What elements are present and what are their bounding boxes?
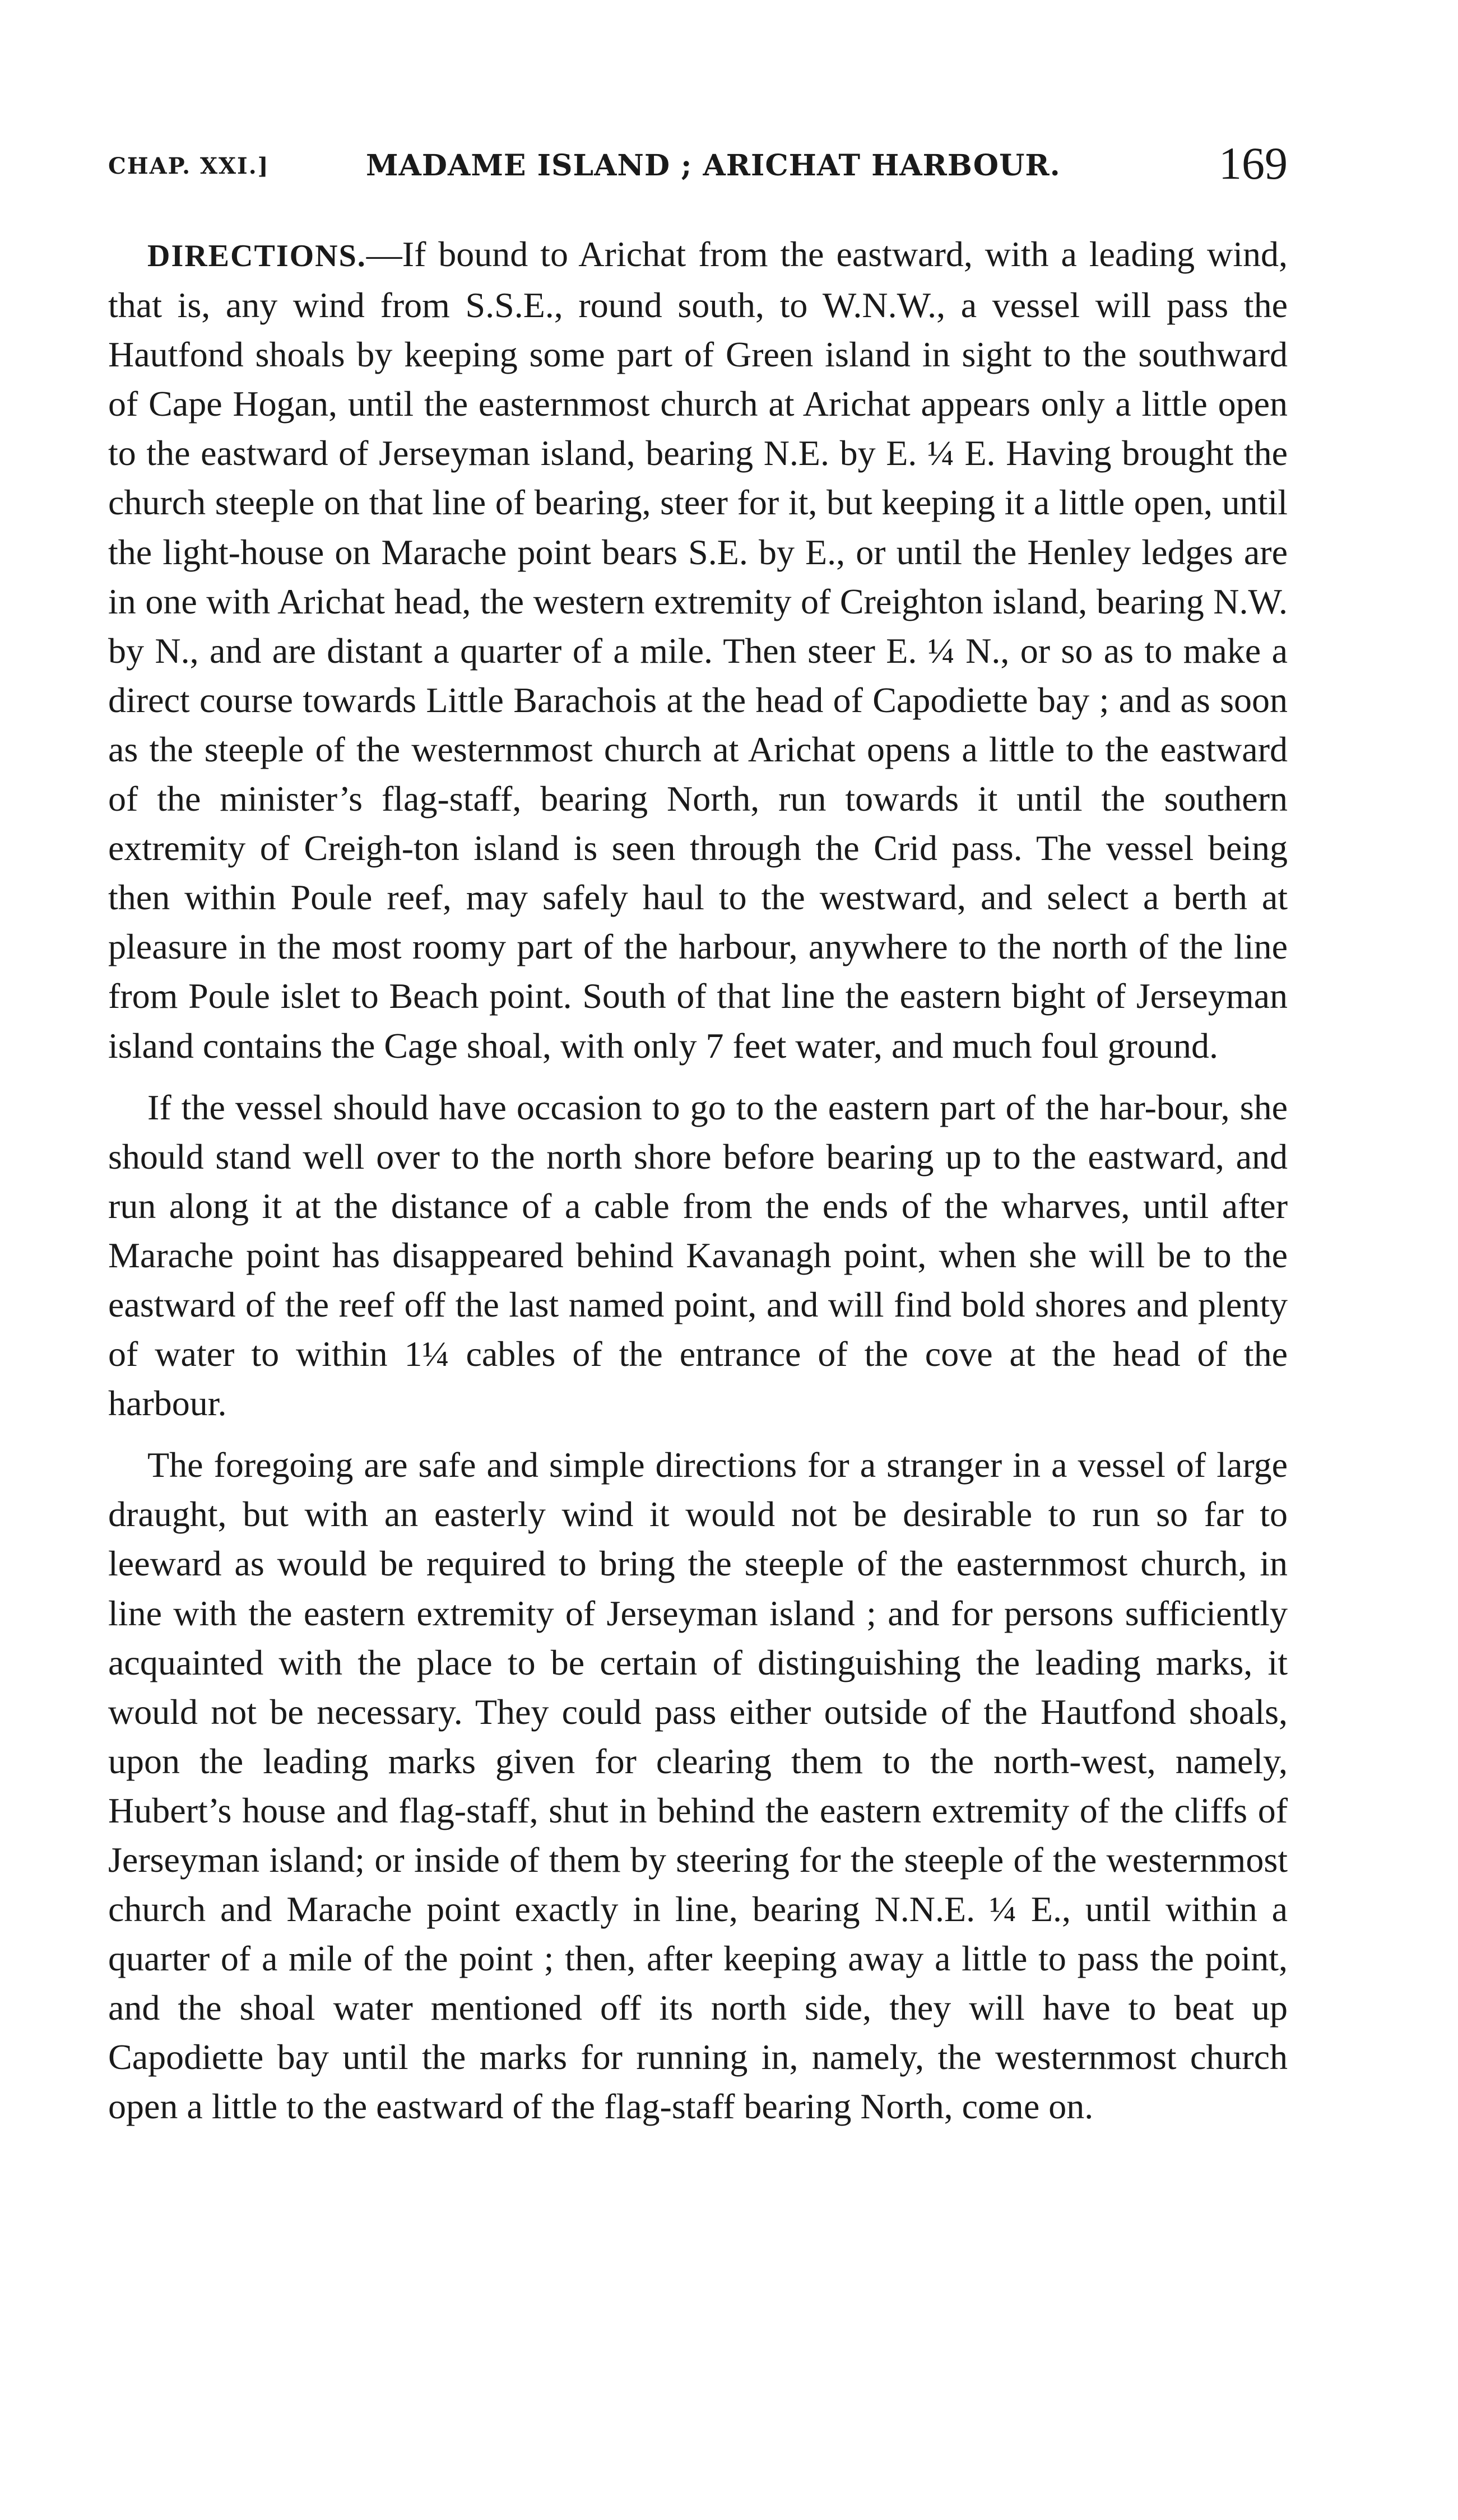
page-number: 169 xyxy=(1219,138,1288,189)
running-head xyxy=(108,137,1288,199)
paragraph-eastern-part xyxy=(108,1083,1288,1429)
paragraph-directions xyxy=(108,230,1288,1071)
chapter-label: CHAP. XXI.] xyxy=(108,153,270,179)
body-text xyxy=(108,230,1288,2132)
page-title: MADAME ISLAND ; ARICHAT HARBOUR. xyxy=(366,148,1061,183)
paragraph-text: If the vessel should have occasion to go to the eastern part of the har-bour, she should stand well over to the north shore before bearing up to the eastward, and run along it at the distance of a cable from the ends of the wharves, until after Marache point has disappeared behind Kavanagh point, when she will be to the eastward of the reef off the last named point, and will find bold shores and plenty of water to within 1¼ cables of the entrance of the cove at the head of the harbour. xyxy=(108,1087,1288,1424)
paragraph-text: —If bound to Arichat from the eastward, with a leading wind, that is, any wind from S.S.E., round south, to W.N.W., a vessel will pass the Hautfond shoals by keeping some part of Green island in sight to the southward of Cape Hogan, until the easternmost church at Arichat appears only a little open to the eastward of Jerseyman island, bearing N.E. by E. ¼ E. Having brought the church steeple on that line of bearing, steer for it, but keeping it a little open, until the light-house on Marache point bears S.E. by E., or until the Henley ledges are in one with Arichat head, the western extremity of Creighton island, bearing N.W. by N., and are distant a quarter of a mile. Then steer E. ¼ N., or so as to make a direct course towards Little Barachois at the head of Capodiette bay ; and as soon as the steeple of the westernmost church at Arichat opens a little to the eastward of the minister’s flag-staff, bearing North, run towards it until the southern extremity of Creigh-ton island is seen through the Crid pass. The vessel being then within Poule reef, may safely haul to the westward, and select a berth at pleasure in the most roomy part of the harbour, anywhere to the north of the line from Poule islet to Beach point. South of that line the eastern bight of Jerseyman island contains the Cage shoal, with only 7 feet water, and much foul ground. xyxy=(108,234,1288,1066)
section-lead: DIRECTIONS. xyxy=(147,239,366,273)
paragraph-text: The foregoing are safe and simple directions for a stranger in a vessel of large draught, but with an easterly wind it would not be desirable to run so far to leeward as would be required to bring the steeple of the easternmost church, in line with the eastern extremity of Jerseyman island ; and for persons sufficiently acquainted with the place to be certain of distinguishing the leading marks, it would not be necessary. They could pass either outside of the Hautfond shoals, upon the leading marks given for clearing them to the north-west, namely, Hubert’s house and flag-staff, shut in behind the eastern extremity of the cliffs of Jerseyman island; or inside of them by steering for the steeple of the westernmost church and Marache point exactly in line, bearing N.N.E. ¼ E., until within a quarter of a mile of the point ; then, after keeping away a little to pass the point, and the shoal water mentioned off its north side, they will have to beat up Capodiette bay until the marks for running in, namely, the westernmost church open a little to the eastward of the flag-staff bearing North, come on. xyxy=(108,1445,1288,2127)
paragraph-foregoing xyxy=(108,1440,1288,2131)
